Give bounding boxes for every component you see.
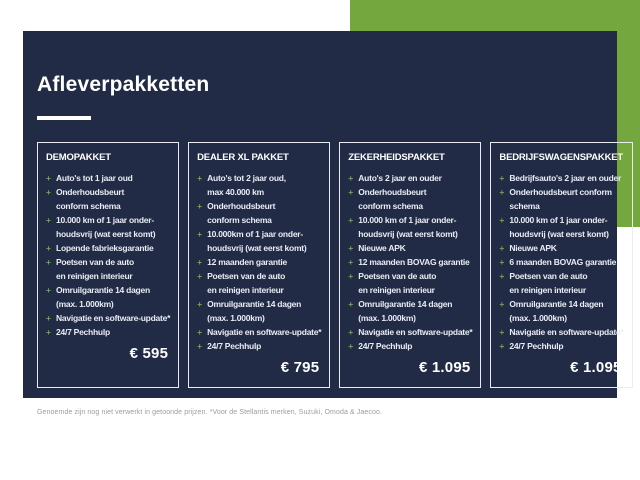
- plus-icon: +: [348, 271, 353, 281]
- feature-text: Auto's 2 jaar en ouder: [358, 173, 442, 183]
- plus-icon: +: [348, 215, 353, 225]
- plus-icon: +: [348, 243, 353, 253]
- plus-icon: +: [499, 299, 505, 309]
- package-name: DEALER XL PAKKET: [197, 152, 289, 163]
- feature-item: [46, 241, 170, 255]
- feature-item: [197, 255, 321, 269]
- package-card: [37, 142, 179, 388]
- feature-item: [499, 339, 623, 353]
- feature-item: [46, 311, 170, 325]
- package-price: € 595: [129, 345, 169, 362]
- package-name: ZEKERHEIDSPAKKET: [348, 152, 445, 163]
- plus-icon: +: [499, 271, 505, 281]
- feature-item: [197, 269, 321, 297]
- feature-text: Poetsen van de auto en reinigen interieur: [207, 271, 286, 295]
- plus-icon: +: [197, 173, 202, 183]
- feature-text: Onderhoudsbeurt conform schema: [56, 187, 125, 211]
- feature-text: 24/7 Pechhulp: [509, 341, 564, 351]
- feature-item: [348, 297, 472, 325]
- plus-icon: +: [46, 187, 51, 197]
- plus-icon: +: [499, 327, 505, 337]
- feature-item: [348, 171, 472, 185]
- feature-text: Omruilgarantie 14 dagen (max. 1.000km): [358, 299, 453, 323]
- feature-text: Omruilgarantie 14 dagen (max. 1.000km): [56, 285, 150, 309]
- feature-text: Lopende fabrieksgarantie: [56, 243, 154, 253]
- package-card: [188, 142, 330, 388]
- plus-icon: +: [197, 229, 202, 239]
- plus-icon: +: [499, 257, 505, 267]
- feature-item: [499, 297, 623, 325]
- feature-text: Auto's tot 2 jaar oud, max 40.000 km: [207, 173, 286, 197]
- feature-text: Omruilgarantie 14 dagen (max. 1.000km): [509, 299, 604, 323]
- package-card: [490, 142, 632, 388]
- package-name: DEMOPAKKET: [46, 152, 111, 163]
- plus-icon: +: [46, 313, 51, 323]
- feature-text: 10.000 km of 1 jaar onder- houdsvrij (wat eerst komt): [56, 215, 156, 239]
- feature-text: Poetsen van de auto en reinigen interieur: [358, 271, 437, 295]
- plus-icon: +: [348, 257, 353, 267]
- plus-icon: +: [46, 173, 51, 183]
- plus-icon: +: [197, 341, 202, 351]
- feature-text: Bedrijfsauto's 2 jaar en ouder: [509, 173, 622, 183]
- plus-icon: +: [46, 215, 51, 225]
- feature-text: 10.000km of 1 jaar onder- houdsvrij (wat eerst komt): [207, 229, 307, 253]
- feature-item: [197, 339, 321, 353]
- feature-item: [197, 199, 321, 227]
- feature-item: [46, 283, 170, 311]
- feature-text: 24/7 Pechhulp: [56, 327, 110, 337]
- feature-item: [499, 185, 623, 213]
- plus-icon: +: [499, 215, 505, 225]
- feature-item: [46, 213, 170, 241]
- feature-text: 12 maanden garantie: [207, 257, 287, 267]
- feature-item: [348, 213, 472, 241]
- feature-item: [348, 325, 472, 339]
- feature-item: [348, 255, 472, 269]
- title-underline: [37, 116, 91, 120]
- feature-item: [197, 325, 321, 339]
- plus-icon: +: [348, 173, 353, 183]
- feature-text: Auto's tot 1 jaar oud: [56, 173, 133, 183]
- plus-icon: +: [348, 341, 353, 351]
- plus-icon: +: [197, 257, 202, 267]
- feature-item: [46, 185, 170, 213]
- plus-icon: +: [46, 285, 51, 295]
- feature-text: 10.000 km of 1 jaar onder- houdsvrij (wat eerst komt): [358, 215, 458, 239]
- page-title: Afleverpakketten: [37, 73, 210, 96]
- plus-icon: +: [46, 243, 51, 253]
- feature-text: Omruilgarantie 14 dagen (max. 1.000km): [207, 299, 302, 323]
- package-price: € 1.095: [570, 359, 622, 376]
- feature-item: [499, 325, 623, 339]
- feature-item: [499, 269, 623, 297]
- plus-icon: +: [348, 327, 353, 337]
- feature-item: [197, 171, 321, 199]
- main-panel: [23, 31, 624, 398]
- feature-text: Poetsen van de auto en reinigen interieur: [56, 257, 134, 281]
- package-card: [339, 142, 481, 388]
- plus-icon: +: [46, 257, 51, 267]
- plus-icon: +: [348, 299, 353, 309]
- feature-text: Onderhoudsbeurt conform schema: [509, 187, 612, 211]
- feature-item: [499, 213, 623, 241]
- package-cards-row: [37, 142, 624, 388]
- feature-text: Navigatie en software-update*: [56, 313, 171, 323]
- feature-text: Onderhoudsbeurt conform schema: [358, 187, 427, 211]
- feature-text: Nieuwe APK: [358, 243, 406, 253]
- feature-item: [348, 269, 472, 297]
- footnote: Genoemde zijn nog niet verwerkt in getoonde prijzen. *Voor de Stellantis merken, Suzuki, Omoda & Jaecoo.: [37, 409, 383, 416]
- plus-icon: +: [46, 327, 51, 337]
- plus-icon: +: [197, 201, 202, 211]
- package-name: BEDRIJFSWAGENSPAKKET: [499, 152, 623, 163]
- feature-item: [46, 325, 170, 339]
- feature-item: [499, 171, 623, 185]
- plus-icon: +: [197, 271, 202, 281]
- plus-icon: +: [197, 327, 202, 337]
- feature-text: 10.000 km of 1 jaar onder- houdsvrij (wat eerst komt): [509, 215, 609, 239]
- plus-icon: +: [348, 187, 353, 197]
- feature-item: [46, 255, 170, 283]
- feature-text: Navigatie en software-update*: [207, 327, 322, 337]
- feature-text: Navigatie en software-update*: [509, 327, 624, 337]
- package-price: € 1.095: [418, 359, 471, 376]
- feature-text: Poetsen van de auto en reinigen interieur: [509, 271, 588, 295]
- plus-icon: +: [499, 187, 505, 197]
- feature-text: Onderhoudsbeurt conform schema: [207, 201, 276, 225]
- plus-icon: +: [499, 173, 505, 183]
- feature-text: Nieuwe APK: [509, 243, 557, 253]
- plus-icon: +: [499, 341, 505, 351]
- feature-text: 24/7 Pechhulp: [358, 341, 413, 351]
- feature-item: [348, 339, 472, 353]
- feature-item: [499, 241, 623, 255]
- package-price: € 795: [280, 359, 320, 376]
- feature-item: [197, 297, 321, 325]
- feature-text: 6 maanden BOVAG garantie: [509, 257, 617, 267]
- feature-item: [348, 241, 472, 255]
- plus-icon: +: [197, 299, 202, 309]
- feature-text: 24/7 Pechhulp: [207, 341, 262, 351]
- feature-item: [499, 255, 623, 269]
- feature-item: [197, 227, 321, 255]
- feature-item: [348, 185, 472, 213]
- plus-icon: +: [499, 243, 505, 253]
- feature-text: 12 maanden BOVAG garantie: [358, 257, 470, 267]
- feature-text: Navigatie en software-update*: [358, 327, 473, 337]
- feature-item: [46, 171, 170, 185]
